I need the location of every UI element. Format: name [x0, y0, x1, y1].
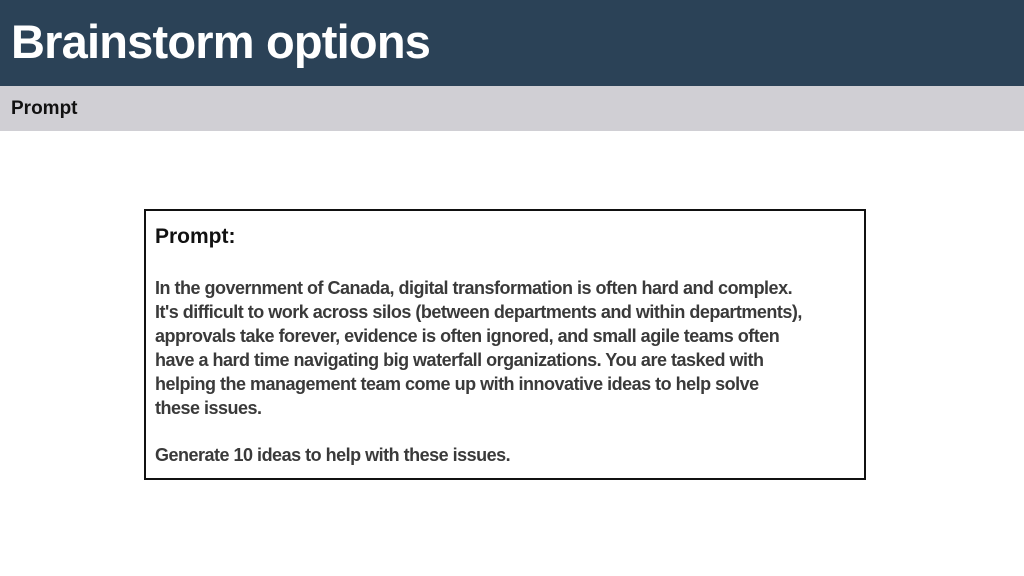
- prompt-box: [144, 209, 866, 480]
- prompt-instruction: Generate 10 ideas to help with these issues.: [155, 445, 511, 465]
- prompt-line: helping the management team come up with innovative ideas to help solve: [155, 374, 759, 394]
- prompt-line: these issues.: [155, 398, 262, 418]
- slide-title: Brainstorm options: [11, 15, 431, 68]
- prompt-line: approvals take forever, evidence is often ignored, and small agile teams often: [155, 326, 780, 346]
- title-bar: [0, 0, 1024, 86]
- prompt-line: have a hard time navigating big waterfall organizations. You are tasked with: [155, 350, 764, 370]
- section-bar: [0, 86, 1024, 131]
- prompt-line: It's difficult to work across silos (between departments and within departments),: [155, 302, 802, 322]
- prompt-heading: Prompt:: [155, 225, 236, 248]
- prompt-line: In the government of Canada, digital transformation is often hard and complex.: [155, 278, 793, 298]
- prompt-description: [155, 276, 860, 420]
- section-label: Prompt: [11, 98, 78, 119]
